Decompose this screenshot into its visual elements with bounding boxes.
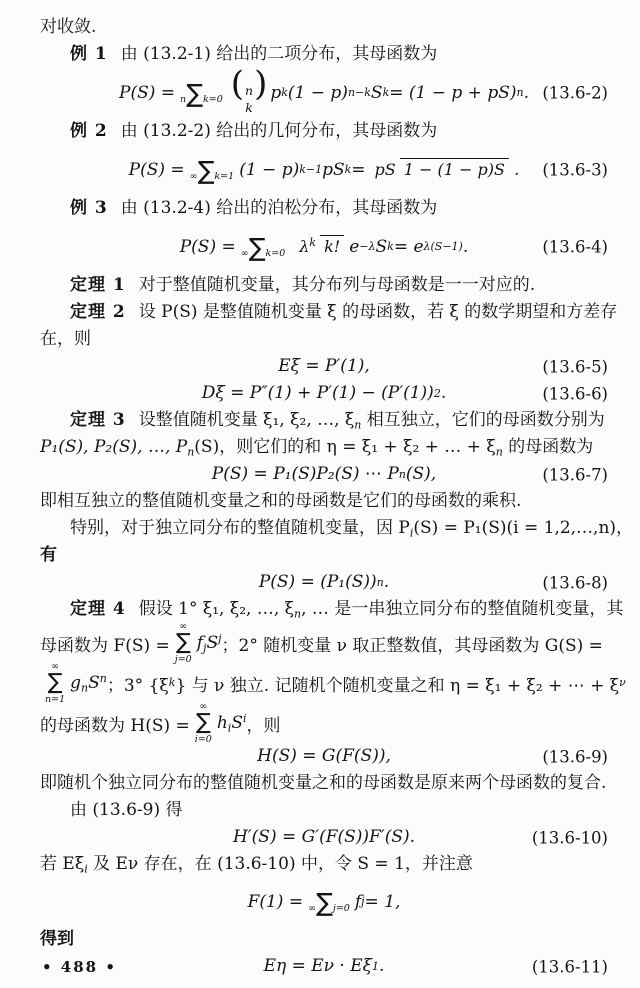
example-2-label: 例 2 [70,121,108,141]
summation-sign: ∞∑k=0 [240,232,286,262]
theorem-1-text: 对于整值随机变量，其分布列与母函数是一一对应的. [138,275,536,295]
equation-number: (13.6-7) [542,465,608,484]
summation-sign: ∞ ∑ i=0 [194,700,212,745]
theorem-4-line-2: 母函数为 F(S) = ∞ ∑ j=0 fjS$^j$ ；2° 随机变量 ν 取正整数值，其母函数为 G(S) = [40,620,603,665]
theorem-4-line-5: 即随机个独立同分布的整值随机变量之和的母函数是原来两个母函数的复合. [40,773,607,793]
theorem-3-line-2: P₁(S), P₂(S), …, Pn(S)，则它们的和 η = ξ₁ + ξ₂ + … + ξn 的母函数为 [40,437,594,459]
equation-number: (13.6-5) [542,357,608,376]
equation-number: (13.6-3) [542,160,608,180]
eq2-lhs: P(S) = [119,82,176,103]
equation-number: (13.6-10) [531,828,608,847]
equation-13-6-9: H(S) = G(F(S)), (13.6-9) [40,743,608,770]
special-case-line-1: 特别，对于独立同分布的整值随机变量，因 Pi(S) = P₁(S)(i = 1,2,…,n)， [70,518,634,540]
example-1-label: 例 1 [70,44,108,64]
theorem-4-line-7: 若 Eξi 及 Eν 存在，在 (13.6-10) 中，令 S = 1，并注意 [40,854,473,876]
equation-number: (13.6-11) [531,957,608,976]
equation-number: (13.6-2) [542,83,608,103]
theorem-3-line-1: 定理 3 设整值随机变量 ξ₁, ξ₂, …, ξn 相互独立，它们的母函数分别为 [70,410,605,432]
theorem-3-label: 定理 3 [70,410,126,430]
theorem-4-line-4: 的母函数为 H(S) = ∞ ∑ i=0 hiS$^i$ ，则 [40,700,281,745]
theorem-4-line-6: 由 (13.6-9) 得 [70,800,183,820]
special-case-line-2: 有 [40,545,57,565]
page-number: • 488 • [42,958,117,976]
summation-sign: ∞∑k=1 [189,155,235,185]
equation-number: (13.6-8) [542,573,608,592]
equation-13-6-7: P(S) = P₁(S)P₂(S) ⋯ P n (S), (13.6-7) [40,461,608,488]
example-3-heading [40,195,608,222]
summation-sign: n∑k=0 [180,78,223,108]
example-1-text: 由 (13.2-1) 给出的二项分布，其母函数为 [120,44,438,64]
theorem-3-line-3: 即相互独立的整值随机变量之和的母函数是它们的母函数的乘积. [40,491,522,511]
summation-sign: ∞ ∑ n=1 [45,660,66,705]
theorem-1 [40,272,608,299]
example-2-heading [40,118,608,145]
theorem-4-line-1: 定理 4 假设 1° ξ₁, ξ₂, …, ξn, … 是一串独立同分布的整值随机变量，其 [70,599,624,621]
theorem-2-line-1: 定理 2 设 P(S) 是整值随机变量 ξ 的母函数，若 ξ 的数学期望和方差存 [70,302,618,322]
equation-13-6-11: Eη = Eν · Eξ 1 . (13.6-11) [40,953,608,980]
theorem-2-line-2: 在，则 [40,329,91,349]
fraction: pS 1 − (1 − p)S [371,160,509,180]
theorem-1-label: 定理 1 [70,275,126,295]
theorem-4-line-8: 得到 [40,929,74,949]
equation-13-6-4: P(S) = ∞∑k=0 $\lambda^k$ k! e −λ S k = e λ(S−1) . (13.6-4) [179,232,608,262]
equation-13-6-5: Eξ = P′(1), (13.6-5) [40,353,608,380]
equation-number: (13.6-9) [542,747,608,766]
theorem-2-label: 定理 2 [70,302,126,322]
example-1-heading [40,41,608,68]
equation-number: (13.6-6) [542,384,608,403]
theorem-4-line-3: ∞ ∑ n=1 gnS$^n$ ；3° {ξ k } 与 ν 独立. 记随机个随机变量之和 η = ξ₁ + ξ₂ + ⋯ + ξ ν [45,660,626,705]
intro-line [40,14,608,41]
equation-number: (13.6-4) [542,237,608,257]
equation-f1: F(1) = ∞∑j=0 f j = 1, [247,887,401,917]
equation-13-6-10: H′(S) = G′(F(S))F′(S). (13.6-10) [40,824,608,851]
theorem-4-label: 定理 4 [70,599,126,619]
equation-13-6-8: P(S) = (P₁(S)) n . (13.6-8) [40,569,608,596]
fraction: $\lambda^k$ k! [295,237,344,257]
summation-sign: ∞ ∑ j=0 [174,620,192,665]
equation-13-6-3: P(S) = ∞∑k=1 (1 − p) k−1 pS k = pS 1 − (1 − p)S . (13.6-3) [128,155,608,185]
example-2-text: 由 (13.2-2) 给出的几何分布，其母函数为 [120,121,438,141]
example-3-label: 例 3 [70,198,108,218]
intro-text: 对收敛. [40,17,97,37]
equation-13-6-2: P(S) = n∑k=0 ( n k ) p k (1 − p) n−k S k = (1 − p + pS) n . (13.6-2) [119,64,608,115]
binomial-coefficient: ( n k ) [230,64,268,115]
example-3-text: 由 (13.2-4) 给出的泊松分布，其母函数为 [120,198,438,218]
summation-sign: ∞∑j=0 [308,887,350,917]
equation-13-6-6: Dξ = P″(1) + P′(1) − (P′(1)) 2 . (13.6-6) [40,380,608,407]
